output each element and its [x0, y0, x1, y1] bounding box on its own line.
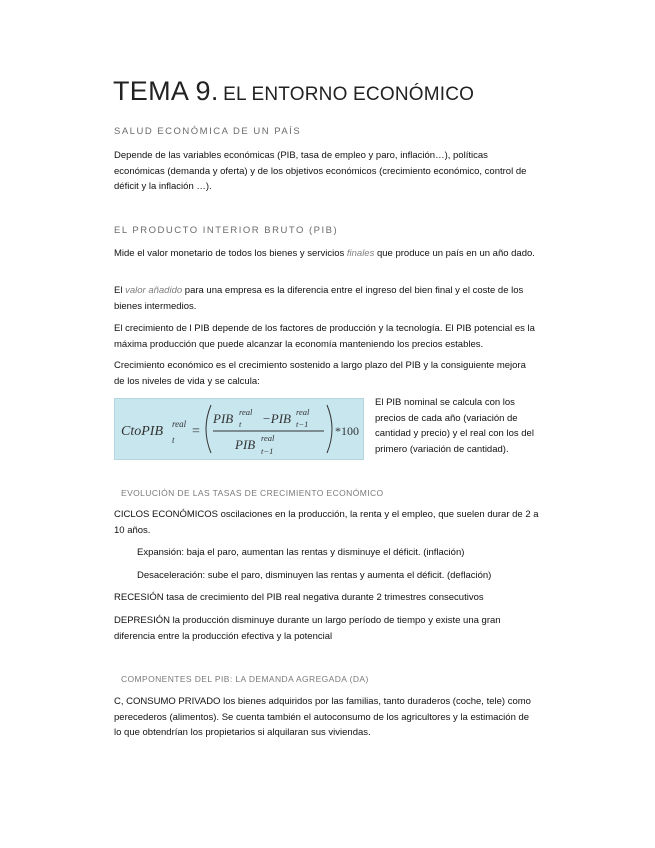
heading-componentes: COMPONENTES DEL PIB: LA DEMANDA AGREGADA (DA) — [121, 674, 369, 684]
paragraph-ciclos: CICLOS ECONÓMICOS oscilaciones en la producción, la renta y el empleo, que suelen durar de 2 a 10 años. — [114, 509, 539, 536]
formula-times: *100 — [335, 424, 359, 438]
formula-den: PIB — [235, 437, 256, 452]
paragraph-depresion: DEPRESIÓN la producción disminuye durante un largo período de tiempo y existe una gran diferencia entre la producción efectiva y la potencial — [114, 615, 501, 642]
page-title — [113, 76, 474, 107]
svg-text:t−1: t−1 — [296, 419, 309, 429]
title-text: EL ENTORNO ECONÓMICO — [223, 84, 475, 105]
formula-num-b: −PIB — [262, 411, 291, 426]
formula-lhs: CtoPIB — [121, 424, 163, 439]
paragraph-valor-anadido: El valor añadido para una empresa es la diferencia entre el ingreso del bien final y el coste de los bienes intermedios. — [114, 285, 524, 312]
formula-num-a: PIB — [213, 411, 234, 426]
paragraph-desaceleracion: Desaceleración: sube el paro, disminuyen las rentas y aumenta el déficit. (deflación) — [137, 570, 492, 581]
svg-text:real: real — [296, 407, 310, 417]
paragraph-salud: Depende de las variables económicas (PIB, tasa de empleo y paro, inflación…), políticas económicas (demanda y oferta) y de los objetivos económicos (crecimiento económico, control de déficit y la inflación …). — [114, 150, 527, 192]
growth-formula — [114, 398, 364, 460]
paragraph-pib-definition: Mide el valor monetario de todos los bienes y servicios finales que produce un país en un año dado. — [114, 248, 535, 259]
paragraph-crecimiento-economico: Crecimiento económico es el crecimiento sostenido a largo plazo del PIB y la consiguiente mejora de los niveles de vida y se calcula: — [114, 360, 526, 387]
title-number: TEMA 9. — [113, 76, 219, 106]
svg-text:real: real — [261, 433, 275, 443]
side-note-pib-nominal: El PIB nominal se calcula con los precios de cada año (variación de cantidad y precio) y el real con los del primero (variación de cantidad). — [375, 397, 534, 455]
svg-text:t: t — [239, 419, 242, 429]
paragraph-crecimiento-pib: El crecimiento de l PIB depende de los factores de producción y la tecnología. El PIB potencial es la máxima producción que puede alcanzar la economía manteniendo los precios estables. — [114, 323, 535, 350]
svg-text:t−1: t−1 — [261, 446, 274, 456]
formula-lhs-sup: real — [172, 419, 187, 429]
heading-pib: EL PRODUCTO INTERIOR BRUTO (PIB) — [114, 225, 339, 236]
paragraph-expansion: Expansión: baja el paro, aumentan las rentas y disminuye el déficit. (inflación) — [137, 547, 465, 558]
paragraph-recesion: RECESIÓN tasa de crecimiento del PIB real negativa durante 2 trimestres consecutivos — [114, 592, 484, 603]
emphasis-finales: finales — [346, 248, 375, 259]
formula-lhs-sub: t — [172, 435, 175, 445]
paragraph-consumo-privado: C, CONSUMO PRIVADO los bienes adquiridos por las familias, tanto duraderos (coche, tele) como perecederos (alimentos). Se cuenta también el autoconsumo de los agricultores y la estimación de lo que obtendrían los propietarios si alquilaran sus viviendas. — [114, 696, 531, 738]
emphasis-valor-anadido: valor añadido — [125, 285, 183, 296]
heading-salud: SALUD ECONÓMICA DE UN PAÍS — [114, 126, 302, 137]
svg-text:real: real — [239, 407, 253, 417]
heading-evolucion: EVOLUCIÓN DE LAS TASAS DE CRECIMIENTO ECONÓMICO — [121, 488, 384, 498]
formula-graphic — [115, 399, 363, 459]
svg-text:=: = — [192, 424, 200, 439]
